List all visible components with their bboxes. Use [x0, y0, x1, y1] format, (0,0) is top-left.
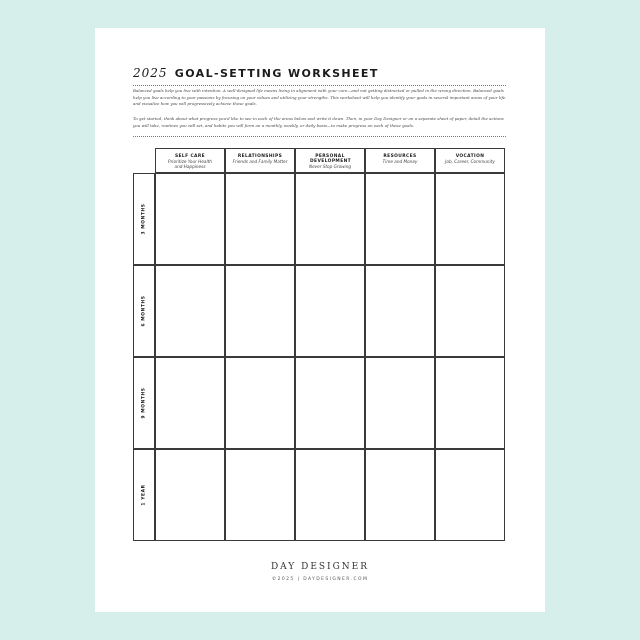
- column-header: [225, 148, 295, 173]
- goal-cell[interactable]: [435, 265, 505, 357]
- column-subtitle: Time and Money: [382, 159, 418, 164]
- row-label: 6 MONTHS: [141, 295, 147, 327]
- footer-text: ©2025 | DAYDESIGNER.COM: [271, 577, 369, 582]
- column-header: [435, 148, 505, 173]
- column-subtitle: Friends and Family Matter: [232, 159, 288, 164]
- column-subtitle: Never Stop Growing: [308, 164, 352, 169]
- goal-cell[interactable]: [295, 265, 365, 357]
- goal-cell[interactable]: [155, 173, 225, 265]
- intro-paragraph-2: To get started, think about what progress you'd like to see in each of the areas below and write it down. Then, in your Day Designer or on a separate sheet of paper, detail the actions you will take, routines you will set, and habits you will form on a monthly, weekly, or daily basis—to make progress on each of these goals.: [133, 116, 504, 128]
- goal-cell[interactable]: [295, 173, 365, 265]
- goal-cell[interactable]: [435, 449, 505, 541]
- brand-logo: DAY DESIGNER: [270, 562, 370, 572]
- title-year: 2025: [133, 66, 168, 80]
- divider-top: [133, 85, 506, 86]
- column-title: RESOURCES: [383, 154, 417, 159]
- column-header: [155, 148, 225, 173]
- row-label: 9 MONTHS: [141, 387, 147, 419]
- goal-cell[interactable]: [435, 173, 505, 265]
- row-label-cell: [133, 173, 155, 265]
- goal-cell[interactable]: [295, 357, 365, 449]
- goal-grid: [133, 148, 505, 541]
- goal-cell[interactable]: [155, 449, 225, 541]
- goal-cell[interactable]: [225, 357, 295, 449]
- column-header: [295, 148, 365, 173]
- goal-cell[interactable]: [365, 449, 435, 541]
- worksheet-title: [133, 66, 379, 80]
- row-label: 1 YEAR: [141, 484, 147, 506]
- worksheet-page: [95, 28, 545, 612]
- row-label-cell: [133, 449, 155, 541]
- intro-paragraph-1: Balanced goals help you live with intention. A well-designed life means living in alignment with your core—and not getting distracted or pulled in the wrong direction. Balanced goals help you live according to your passions by focusing on your values and utilizing your strengths. This worksheet will help you identify your goals in several important areas of your life and visualize how you will progressively achieve these goals.: [133, 88, 506, 107]
- goal-cell[interactable]: [225, 265, 295, 357]
- goal-cell[interactable]: [225, 449, 295, 541]
- goal-cell[interactable]: [365, 265, 435, 357]
- column-title: PERSONAL DEVELOPMENT: [310, 154, 352, 164]
- goal-cell[interactable]: [365, 357, 435, 449]
- goal-cell[interactable]: [295, 449, 365, 541]
- goal-cell[interactable]: [365, 173, 435, 265]
- divider-bottom: [133, 136, 506, 137]
- goal-cell[interactable]: [225, 173, 295, 265]
- goal-cell[interactable]: [155, 357, 225, 449]
- title-text: GOAL-SETTING WORKSHEET: [174, 67, 379, 80]
- goal-cell[interactable]: [435, 357, 505, 449]
- column-title: VOCATION: [455, 154, 485, 159]
- row-label-cell: [133, 357, 155, 449]
- column-title: RELATIONSHIPS: [237, 154, 283, 159]
- column-subtitle: Job, Career, Community: [445, 159, 495, 164]
- column-title: SELF CARE: [174, 154, 206, 159]
- row-label-cell: [133, 265, 155, 357]
- row-label: 3 MONTHS: [141, 203, 147, 235]
- column-header: [365, 148, 435, 173]
- column-subtitle: Prioritize Your Health and Happiness: [168, 159, 212, 169]
- goal-cell[interactable]: [155, 265, 225, 357]
